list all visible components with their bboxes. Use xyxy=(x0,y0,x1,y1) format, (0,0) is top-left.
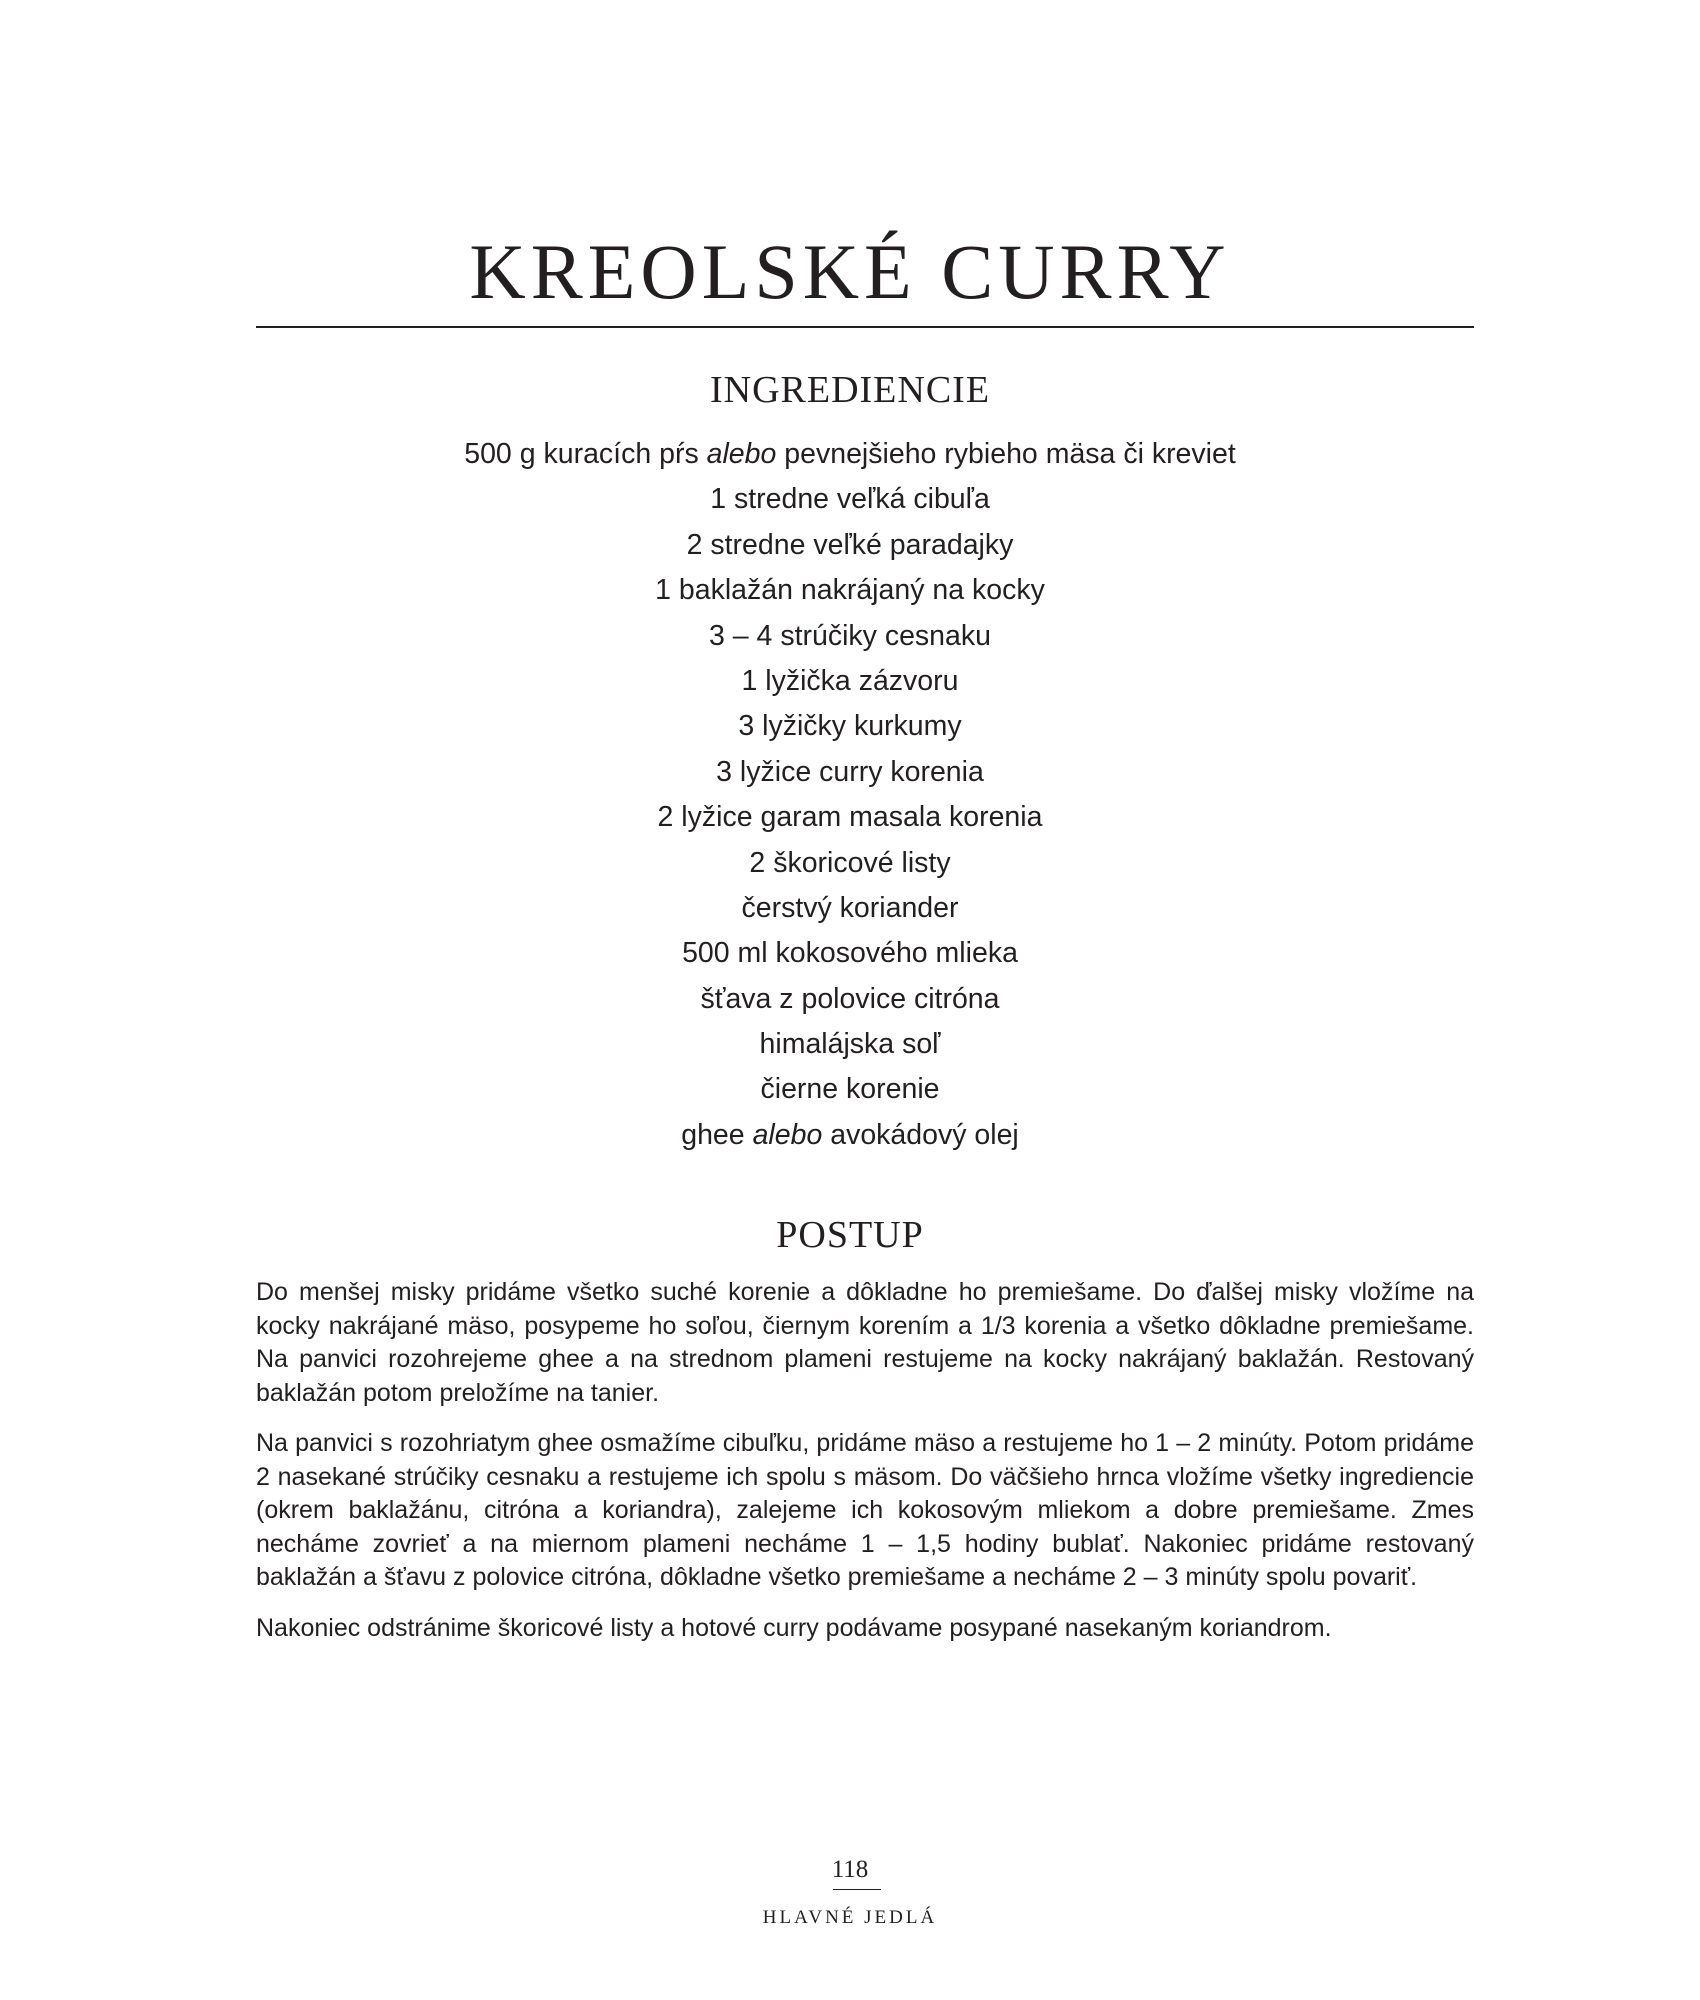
ingredient-item: 500 g kuracích pŕs alebo pevnejšieho rybieho mäsa či kreviet xyxy=(464,438,1236,470)
ingredient-item: 2 lyžice garam masala korenia xyxy=(657,801,1043,834)
ingredient-item: čerstvý koriander xyxy=(741,891,959,924)
ingredient-item: čierne korenie xyxy=(760,1073,940,1106)
recipe-title: KREOLSKÉ CURRY xyxy=(469,228,1231,315)
ingredient-item: ghee alebo avokádový olej xyxy=(681,1118,1019,1151)
ingredient-item: 3 lyžičky kurkumy xyxy=(738,710,962,743)
section-footer: HLAVNÉ JEDLÁ xyxy=(762,1907,938,1928)
ingredient-list xyxy=(0,432,1700,1158)
method-heading: POSTUP xyxy=(776,1214,924,1256)
ingredient-item: himalájska soľ xyxy=(759,1028,941,1061)
title-divider xyxy=(256,326,1474,328)
method-paragraph: Nakoniec odstránime škoricové listy a hotové curry podávame posypané nasekaným koriandrom. xyxy=(256,1613,1332,1642)
ingredient-item: 1 baklažán nakrájaný na kocky xyxy=(655,574,1045,607)
ingredient-item: 500 ml kokosového mlieka xyxy=(682,937,1018,970)
method-body xyxy=(256,1276,1474,1662)
page-number: 118 xyxy=(831,1856,869,1883)
ingredient-item: šťava z polovice citróna xyxy=(700,982,1000,1015)
page-number-underline xyxy=(833,1889,881,1890)
ingredient-item: 3 lyžice curry korenia xyxy=(716,755,984,788)
ingredient-item: 3 – 4 strúčiky cesnaku xyxy=(709,619,991,652)
ingredient-item: 1 lyžička zázvoru xyxy=(741,664,959,697)
ingredients-heading: INGREDIENCIE xyxy=(709,369,991,411)
ingredient-item: 1 stredne veľká cibuľa xyxy=(710,483,990,516)
ingredient-item: 2 stredne veľké paradajky xyxy=(686,528,1014,561)
method-paragraph: Do menšej misky pridáme všetko suché korenie a dôkladne ho premiešame. Do ďalšej misky vložíme na kocky nakrájané mäso, posypeme ho soľou, čiernym korením a 1/3 korenia a všetko dôkladne premiešame. Na panvici rozohrejeme ghee a na strednom plameni restujeme na kocky nakrájaný baklažán. Restovaný baklažán potom preložíme na tanier. xyxy=(256,1278,1474,1407)
ingredient-item: 2 škoricové listy xyxy=(749,846,951,879)
method-paragraph: Na panvici s rozohriatym ghee osmažíme cibuľku, pridáme mäso a restujeme ho 1 – 2 minúty. Potom pridáme 2 nasekané strúčiky cesnaku a restujeme ich spolu s mäsom. Do väčšieho hrnca vložíme všetky ingrediencie (okrem baklažánu, citróna a koriandra), zalejeme ich kokosovým mliekom a dobre premiešame. Zmes necháme zovrieť a na miernom plameni necháme 1 – 1,5 hodiny bublať. Nakoniec pridáme restovaný baklažán a šťavu z polovice citróna, dôkladne všetko premiešame a necháme 2 – 3 minúty spolu povariť. xyxy=(256,1429,1474,1591)
